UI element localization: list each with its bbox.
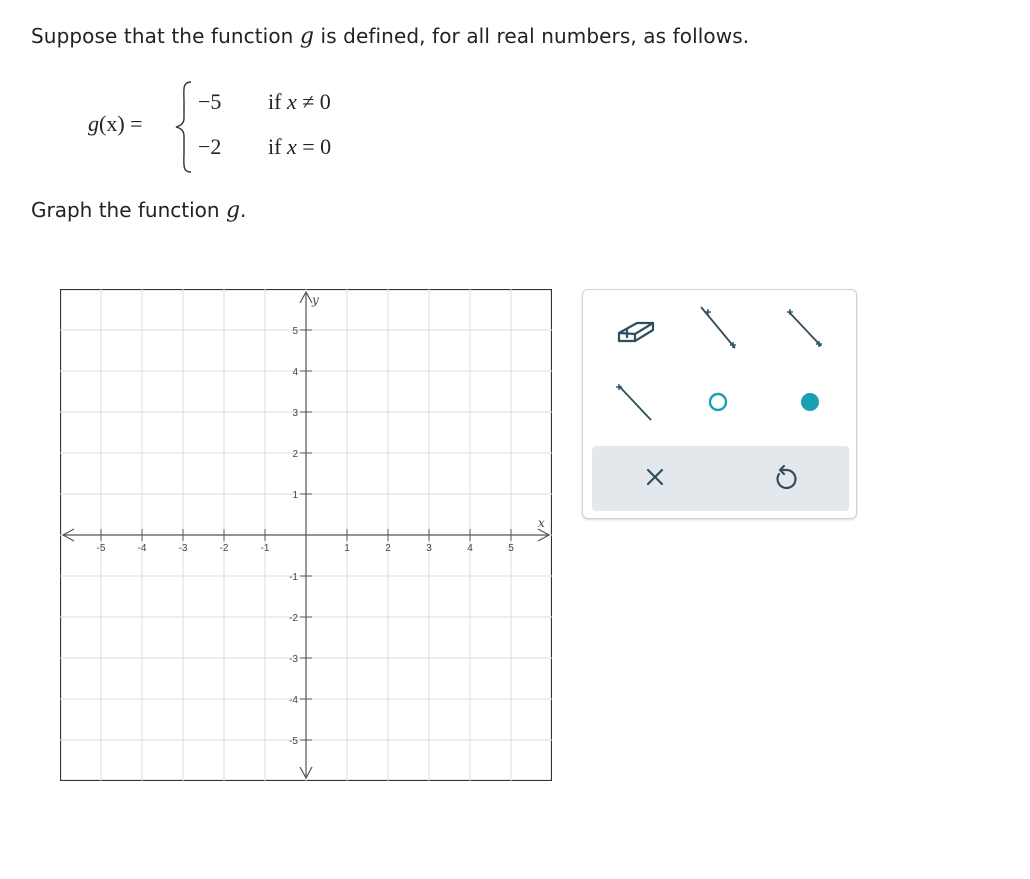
instruction: Graph the function g. [31,198,247,223]
ray-tool-button[interactable] [777,302,833,352]
x-tick-label: 1 [344,543,350,554]
toolbox-action-bar [592,446,849,511]
y-tick-label: -1 [289,572,298,583]
y-tick-label: -3 [289,654,298,665]
y-tick-label: 4 [292,367,298,378]
segment-icon [607,376,663,426]
close-icon [632,454,680,502]
y-tick-label: -5 [289,736,298,747]
case-1-value: −5 [198,89,222,114]
segment-tool-button[interactable] [607,376,663,426]
graph-toolbox [582,289,857,519]
x-tick-label: -4 [137,543,147,554]
case-2-condition: if x = 0 [268,134,332,159]
open-circle-icon [691,376,747,426]
line-icon [691,302,747,352]
x-tick-label: -1 [260,543,270,554]
piecewise-brace [173,80,195,174]
function-name: g [299,24,315,49]
clear-button[interactable] [632,454,680,502]
y-tick-label: 3 [292,408,298,419]
coordinate-plane[interactable] [60,289,552,781]
eraser-icon [607,302,663,352]
x-tick-label: -2 [219,543,229,554]
y-tick-label: 5 [292,326,298,337]
function-lhs [88,111,143,137]
lhs-function-name: g [88,111,99,136]
open-point-tool-button[interactable] [691,376,747,426]
x-tick-label: 4 [467,543,473,554]
x-tick-label: 3 [426,543,432,554]
ray-icon [777,302,833,352]
graph-canvas[interactable] [60,289,552,781]
undo-icon [762,454,810,502]
y-tick-label: -2 [289,613,298,624]
x-tick-label: -5 [96,543,106,554]
line-tool-button[interactable] [691,302,747,352]
x-tick-label: 5 [508,543,514,554]
case-1-condition: if x ≠ 0 [268,89,331,114]
eraser-tool-button[interactable] [607,302,663,352]
y-tick-label: 1 [292,490,298,501]
case-2-value: −2 [198,134,222,159]
problem-text-after: is defined, for all real numbers, as follows. [314,24,750,48]
closed-point-tool-button[interactable] [777,376,833,426]
x-tick-label: 2 [385,543,391,554]
x-tick-label: -3 [178,543,188,554]
x-axis-label: x [538,516,545,530]
problem-statement [31,24,749,49]
y-tick-label: -4 [289,695,298,706]
problem-text-before: Suppose that the function [31,24,300,48]
y-tick-label: 2 [292,449,298,460]
lhs-argument: (x) = [99,111,143,136]
undo-button[interactable] [762,454,810,502]
y-axis-label: y [312,293,319,307]
closed-circle-icon [777,376,833,426]
